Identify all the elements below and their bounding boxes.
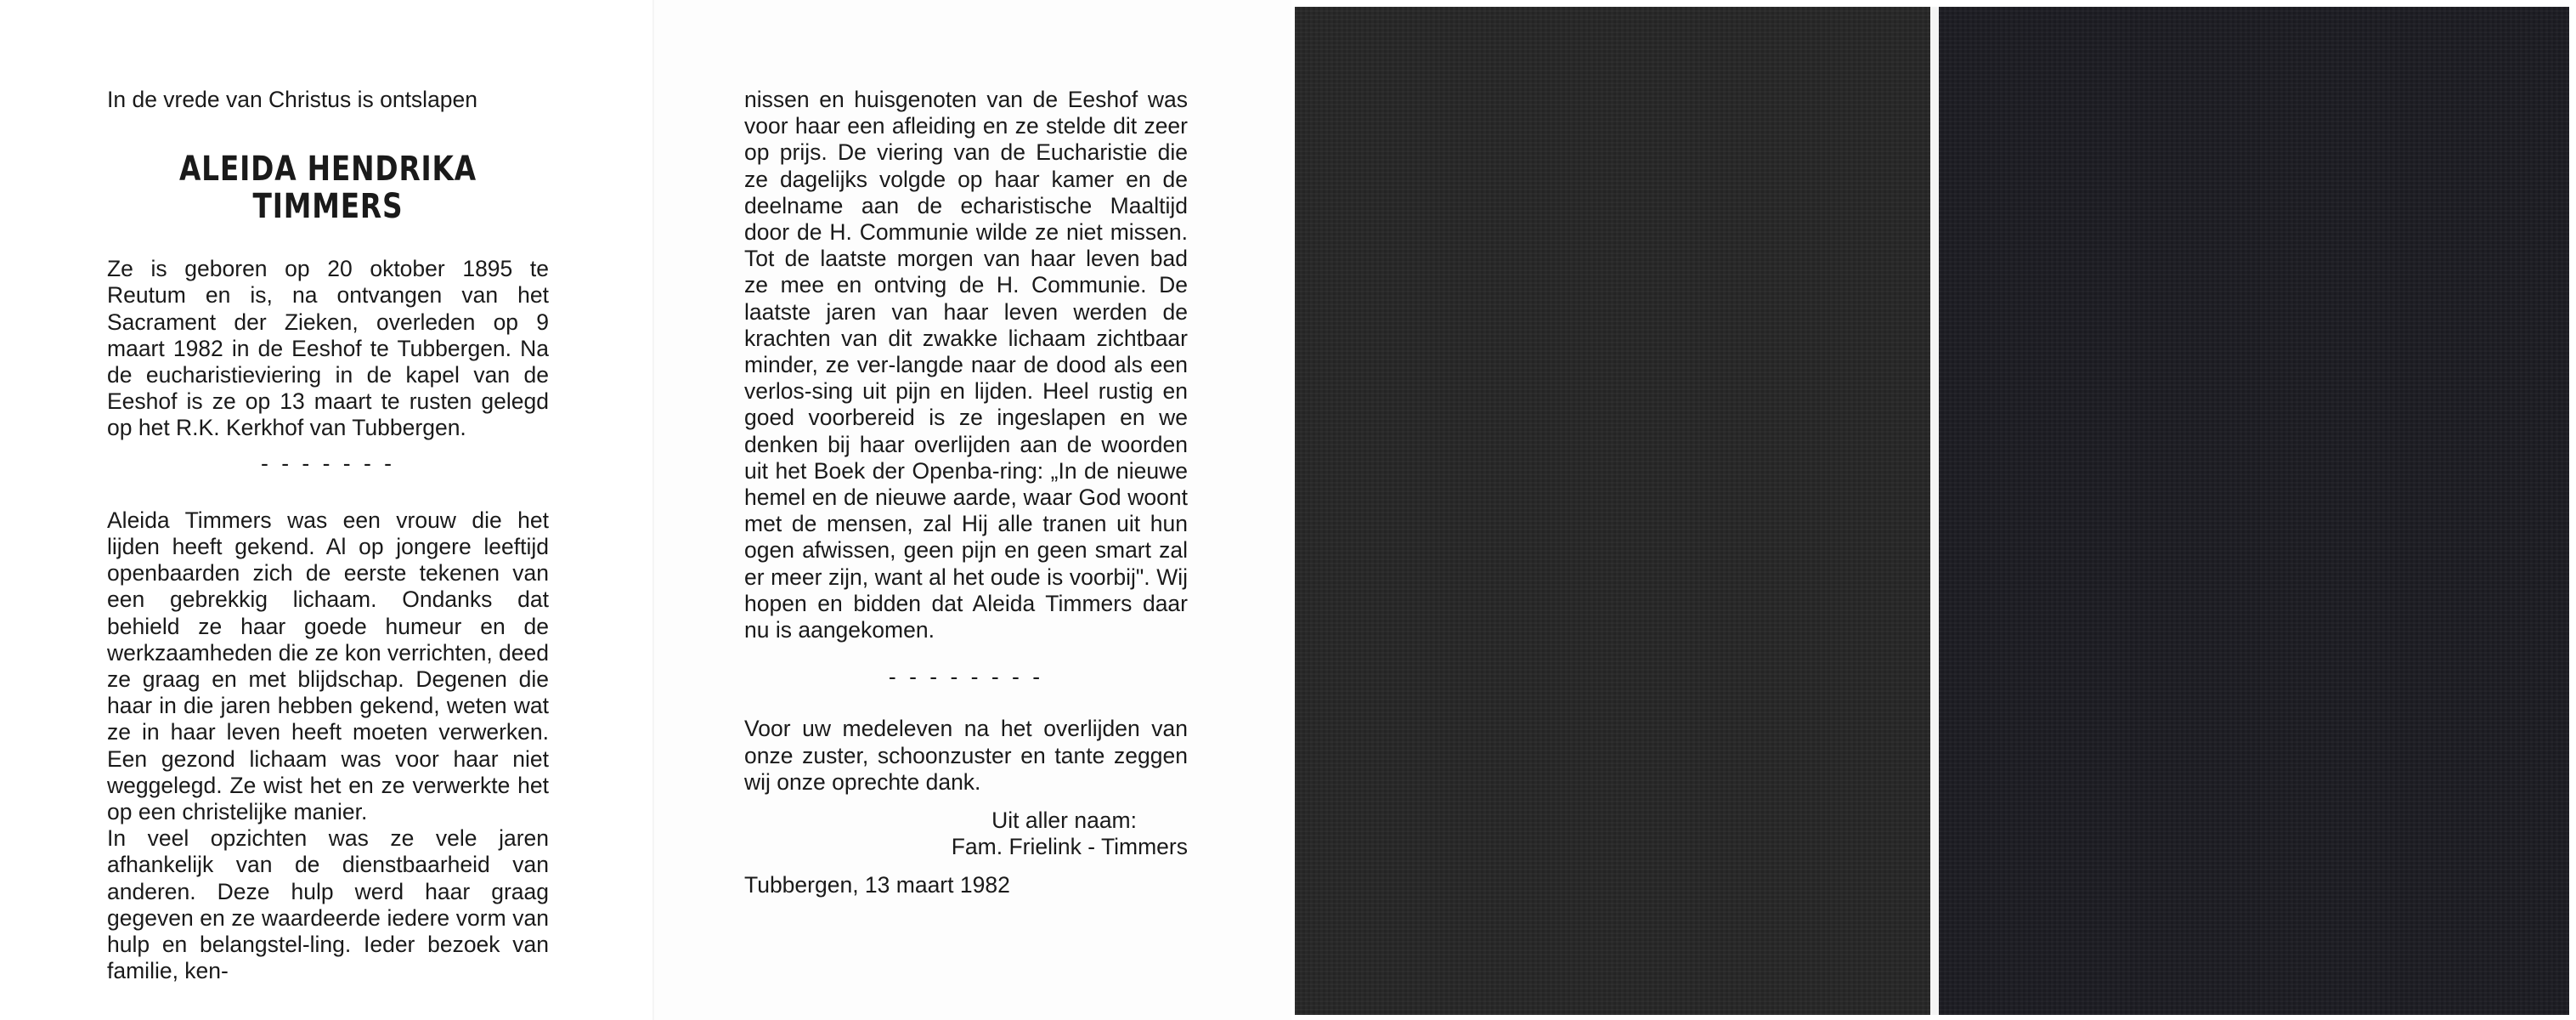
card-front-cover [1939, 7, 2569, 1015]
place-and-date: Tubbergen, 13 maart 1982 [744, 872, 1010, 898]
card-inner-left-page [0, 0, 654, 1020]
memorial-paragraph-1: Aleida Timmers was een vrouw die het lijden heeft gekend. Al op jongere leeftijd openbaarden zich de eerste tekenen van een gebrekkig lichaam. Ondanks dat behield ze haar goede humeur en de werkzaamheden die ze kon verrichten, deed ze graag en met blijdschap. Degenen die haar in die jaren hebben gekend, weten wat ze in haar leven heeft moeten verwerken. Een gezond lichaam was voor haar niet weggelegd. Ze wist het en ze verwerkte het op een christelijke manier. [107, 507, 549, 825]
signature-family-name: Fam. Frielink - Timmers [951, 834, 1188, 860]
signature-intro: Uit aller naam: [991, 808, 1137, 834]
right-text-column [744, 87, 1188, 899]
memorial-paragraph-2: In veel opzichten was ze vele jaren afhankelijk van de dienstbaarheid van anderen. Deze hulp werd haar graag gegeven en ze waardeerde iedere vorm van hulp en belangstel-ling. Ieder bezoek van familie, ken- [107, 825, 549, 984]
separator-dashes: - - - - - - - [261, 450, 395, 476]
left-text-column [107, 87, 549, 984]
intro-line: In de vrede van Christus is ontslapen [107, 87, 478, 112]
cover-fold-gap [1930, 7, 1939, 1015]
bio-paragraph: Ze is geboren op 20 oktober 1895 te Reutum en is, na ontvangen van het Sacrament der Zieken, overleden op 9 maart 1982 in de Eeshof te Tubbergen. Na de eucharistieviering in de kapel van de Eeshof is ze op 13 maart te rusten gelegd op het R.K. Kerkhof van Tubbergen. [107, 256, 549, 441]
deceased-name-line1: ALEIDA HENDRIKA [178, 150, 477, 190]
thanks-paragraph: Voor uw medeleven na het overlijden van onze zuster, schoonzuster en tante zeggen wij onze oprechte dank. [744, 716, 1188, 795]
deceased-name-line2: TIMMERS [252, 187, 404, 227]
card-back-cover [1295, 7, 1930, 1015]
memorial-paragraph-3: nissen en huisgenoten van de Eeshof was voor haar een afleiding en ze stelde dit zeer op prijs. De viering van de Eucharistie die ze dagelijks volgde op haar kamer en de deelname aan de echaristische Maaltijd door de H. Communie wilde ze niet missen. Tot de laatste morgen van haar leven bad ze mee en ontving de H. Communie. De laatste jaren van haar leven werden de krachten van dit zwakke lichaam zichtbaar minder, ze ver-langde naar de dood als een verlos-sing uit pijn en lijden. Heel rustig en goed voorbereid is ze ingeslapen en we denken bij haar overlijden aan de woorden uit het Boek der Openba-ring: „In de nieuwe hemel en de nieuwe aarde, waar God woont met de mensen, zal Hij alle tranen uit hun ogen afwissen, geen pijn en geen smart zal er meer zijn, want al het oude is voorbij". Wij hopen en bidden dat Aleida Timmers daar nu is aangekomen. [744, 87, 1188, 643]
card-inner-right-page [654, 0, 1291, 1020]
separator-dashes-2: - - - - - - - - [888, 664, 1044, 690]
